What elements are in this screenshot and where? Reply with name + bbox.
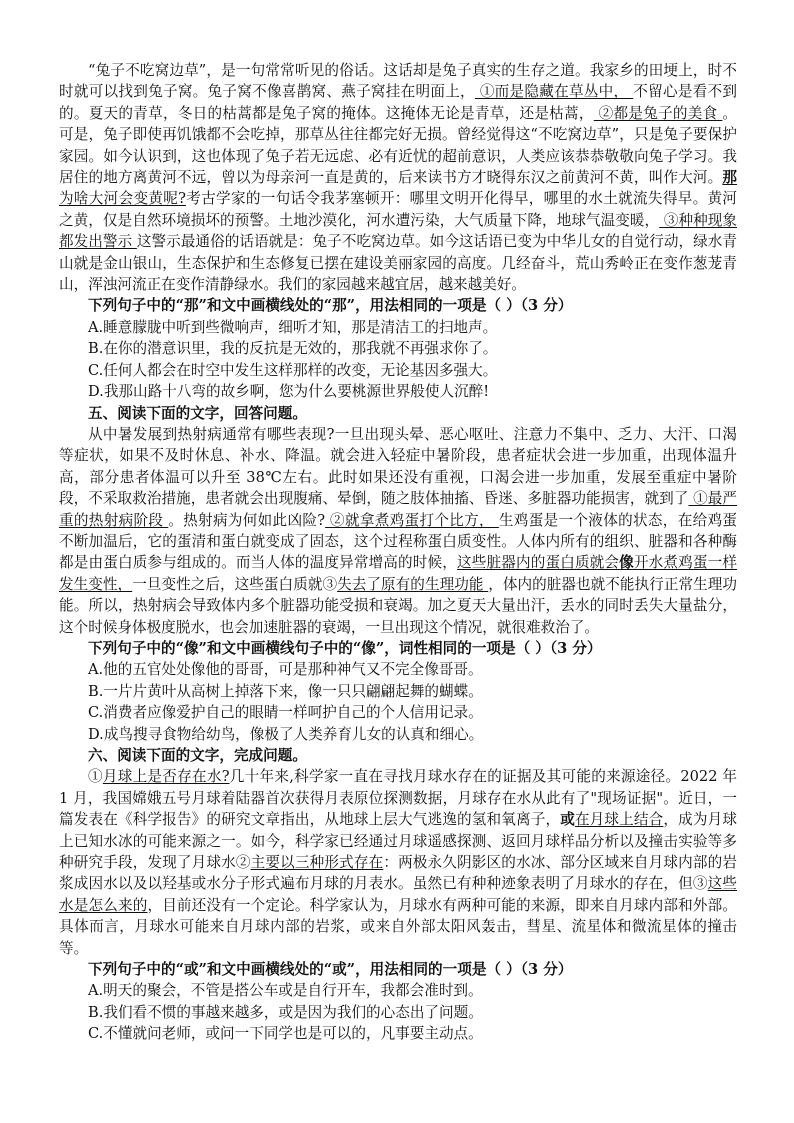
question-4: 下列句子中的“那”和文中画横线处的“那”，用法相同的一项是（ ）（3 分） [88,297,573,315]
section-heading-5: 五、阅读下面的文字，回答问题。 [88,404,307,422]
document-content [59,60,737,1045]
passage-text: ：两极永久阴影区的水冰、部分区域来自月球内部的岩浆成因水以及以羟基或水分子形式遍布月球的月表水。虽然已有种种迹象表明了月球水的存在，但③ [59,854,737,893]
underlined-phrase-3: 失去了原有的生理功能 [337,575,489,593]
option-b: B.一片片黄叶从高树上掉落下来，像一只只翩翩起舞的蝴蝶。 [88,682,483,700]
passage-text: 一旦变性之后，这些蛋白质就③ [132,575,338,593]
option-d: D.成鸟搜寻食物给幼鸟，像极了人类养育儿女的认真和细心。 [88,725,484,743]
underlined-sentence: 开水煮鸡蛋一样发生变性， [59,554,737,593]
passage-text: ① [88,768,103,786]
passage-text: 。可是，兔子即使再饥饿都不会吃掉，那草丛往往都完好无损。曾经觉得这“不吃窝边草”，只是兔子要保护家园。如今认识到，这也体现了兔子若无远虑、必有近忧的超前意识，人类应该恭恭敬敬向兔子学习。我居住的地方离黄河不远，曾以为母亲河一直是黄的，后来读书方才晓得东汉之前黄河不黄，叫作大河。 [59,104,737,187]
passage-text: 考古学家的一句话令我茅塞顿开：哪里文明开化得早，哪里的水土就流失得早。黄河之黄，仅是自然环境损坏的预警。土地沙漠化，河水遭污染，大气质量下降，地球气温变暖， [59,190,737,229]
passage-text: ，体内的脏器也就不能执行正常生理功能。所以，热射病会导致体内多个脏器功能受损和衰竭。加之夏天大量出汗，丢水的同时丢失大量盐分，这个时候身体极度脱水，也会加速脏器的衰竭，一旦出现这个情况，就很难救治了。 [59,575,737,636]
underlined-sentence: 这些脏器内的蛋白质就会 [457,554,620,572]
passage-text: 生鸡蛋是一个液体的状态，在给鸡蛋不断加温后，它的蛋清和蛋白就变成了固态，这个过程称蛋白质变性。人体内所有的组织、脏器和各种酶都是由蛋白质参与组成的。而当人体的温度异常增高的时候， [59,511,738,572]
passage-text: “兔子不吃窝边草”，是一句常常听见的俗话。这话却是兔子真实的生存之道。我家乡的田埂上，时不时就可以找到兔子窝。兔子窝不像喜鹊窝、燕子窝挂在明面上， [59,62,737,101]
passage-text: ，目前还没有一个定论。科学家认为，月球水有两种可能的来源，即来自月球内部和外部。具体而言，月球水可能来自月球内部的岩浆，或来自外部太阳风轰击，彗星、流星体和微流星体的撞击等。 [59,896,737,957]
option-a: A.明天的聚会，不管是搭公车或是自行开车，我都会准时到。 [88,982,483,1000]
passage-text: ，成为月球上已知水冰的可能来源之一。如今，科学家已经通过月球遥感探测、返回月球样品分析以及撞击实验等多种研究手段，发现了月球水② [59,811,737,872]
underlined-phrase-3: ③种种现象都发出警示 [59,211,738,251]
passage-text: 不留心是看不到的。夏天的青草，冬日的枯蒿都是兔子窝的掩体。这掩体无论是青草，还是枯蒿， [59,83,737,122]
question-5: 下列句子中的“像”和文中画横线句子中的“像”，词性相同的一项是（ ）（3 分） [88,639,602,657]
option-a: A.睡意朦胧中听到些微响声，细听才知，那是清洁工的扫地声。 [88,318,498,336]
underlined-phrase-1: ①而是隐藏在草丛中， [474,83,634,101]
passage-text: 这警示最通俗的话语就是：兔子不吃窝边草。如今这话语已变为中华儿女的自觉行动，绿水青山就是金山银山，生态保护和生态修复已摆在建设美丽家园的高度。几经奋斗，荒山秀岭正在变作葱茏青山，浑浊河流正在变作清静绿水。我们的家园越来越宜居，越来越美好。 [59,233,737,294]
passage-moon-water [59,766,737,959]
option-c: C.任何人都会在时空中发生这样那样的改变，无论基因多强大。 [88,361,498,379]
option-d: D.我那山路十八弯的故乡啊，您为什么要桃源世界般使人沉醉! [88,383,490,401]
underlined-phrase-1: ①最严重的热射病阶段 [59,490,737,529]
underlined-phrase-2: ②就拿煮鸡蛋打个比方， [325,511,499,529]
bold-keyword-huo: 或 [560,811,575,829]
underlined-phrase-2: 主要以三种形式存在 [250,854,384,872]
underlined-phrase-na: 为啥大河会变黄呢? [59,190,186,208]
underlined-phrase-1: 月球上是否存在水? [102,768,230,786]
option-b: B.我们看不惯的事越来越多，或是因为我们的心态出了问题。 [88,1003,483,1021]
passage-heatstroke [59,424,737,638]
option-c: C.不懂就问老师，或问一下同学也是可以的，凡事要主动点。 [88,1025,483,1043]
option-c: C.消费者应像爱护自己的眼睛一样呵护自己的个人信用记录。 [88,704,483,722]
option-a: A.他的五官处处像他的哥哥，可是那种神气又不完全像哥哥。 [88,661,483,679]
passage-text: 几十年来,科学家一直在寻找月球水存在的证据及其可能的来源途径。2022 年 1 月，我国嫦娥五号月球着陆器首次获得月表原位探测数据，月球存在水从此有了"现场证据"。近日，一篇发表在《科学报告》的研究文章指出，从地球上层大气逃逸的氢和氧离子， [59,768,737,829]
underlined-phrase-3: 这些水是怎么来的 [59,875,737,914]
bold-keyword-na: 那 [722,169,737,187]
option-b: B.在你的潜意识里，我的反抗是无效的，那我就不再强求你了。 [88,340,498,358]
question-6: 下列句子中的“或”和文中画横线处的“或”，用法相同的一项是（ ）（3 分） [88,961,573,979]
underlined-phrase-huo: 在月球上结合 [574,811,664,829]
passage-text: 从中暑发展到热射病通常有哪些表现?一旦出现头晕、恶心呕吐、注意力不集中、乏力、大汗、口渴等症状，如果不及时休息、补水、降温。就会进入轻症中暑阶段，患者症状会进一步加重，出现体温升高，部分患者体温可以升至 38℃左右。此时如果还没有重视，口渴会进一步加重，发展至重症中暑阶段，不采取救治措施，患者就会出现腹痛、晕倒，随之肢体抽搐、昏迷、多脏器功能损害，就到了 [59,425,737,508]
underlined-phrase-2: ②都是兔子的美食 [593,104,723,122]
passage-rabbit [59,60,737,295]
section-heading-6: 六、阅读下面的文字，完成问题。 [88,747,307,764]
bold-keyword-xiang: 像 [619,554,634,572]
passage-text: 。热射病为何如此凶险? [168,511,326,529]
